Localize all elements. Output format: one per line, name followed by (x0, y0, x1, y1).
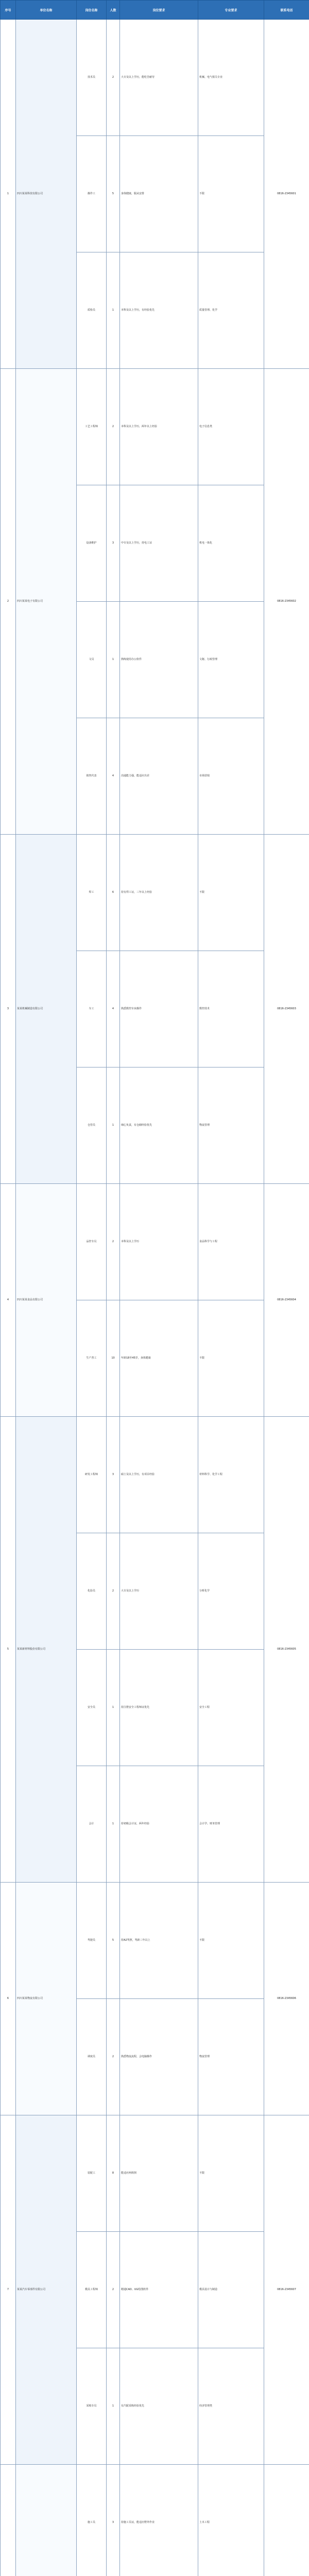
position-requirements: 熟悉数控车床操作 (120, 951, 198, 1067)
position-count: 3 (107, 2465, 120, 2576)
header-count: 人数 (107, 1, 120, 20)
position-count: 3 (107, 485, 120, 602)
position-requirements: 持注册安全工程师证优先 (120, 1650, 198, 1766)
position-requirements: 中专及以上学历，持电工证 (120, 485, 198, 602)
position-count: 1 (107, 602, 120, 718)
position-majors: 数控技术 (198, 951, 264, 1067)
position-requirements: 能适应两班倒 (120, 2115, 198, 2232)
position-name: 技术员 (77, 20, 107, 136)
table-header-row (1, 1, 309, 20)
position-name: 操作工 (77, 136, 107, 252)
table-row (1, 1417, 309, 1533)
row-index: 6 (1, 1883, 16, 2115)
contact-phone: 0816-2345606 (264, 1883, 309, 2115)
org-name (16, 2465, 77, 2576)
contact-phone: 0816-2345605 (264, 1417, 309, 1883)
position-name: 装配工 (77, 2115, 107, 2232)
header-org: 单位名称 (16, 1, 77, 20)
table-row (1, 2115, 309, 2232)
org-name: 四川某某食品有限公司 (16, 1184, 77, 1417)
position-name: 质检员 (77, 252, 107, 369)
position-name: 研发工程师 (77, 1417, 107, 1533)
position-requirements: 细心负责，有仓储经验优先 (120, 1067, 198, 1184)
position-count: 2 (107, 1184, 120, 1300)
position-majors: 食品科学与工程 (198, 1184, 264, 1300)
position-majors: 不限 (198, 835, 264, 951)
table-row (1, 835, 309, 951)
position-count: 2 (107, 20, 120, 136)
position-requirements: 本科及以上学历，有经验优先 (120, 252, 198, 369)
row-index: 2 (1, 369, 16, 835)
position-majors: 分析化学 (198, 1533, 264, 1650)
position-majors: 机电一体化 (198, 485, 264, 602)
position-requirements: 本科及以上学历 (120, 1184, 198, 1300)
position-name: 生产普工 (77, 1300, 107, 1417)
position-requirements: 持施工员证，能适应野外作业 (120, 2465, 198, 2576)
contact-phone: 0816-2345601 (264, 20, 309, 369)
position-requirements: 大专及以上学历 (120, 1533, 198, 1650)
header-majors: 专业要求 (198, 1, 264, 20)
row-index (1, 2465, 16, 2576)
position-requirements: 身体健康，服从安排 (120, 136, 198, 252)
position-majors: 不限 (198, 2115, 264, 2232)
org-name: 四川某某物流有限公司 (16, 1883, 77, 2115)
position-name: 车工 (77, 951, 107, 1067)
position-count: 4 (107, 718, 120, 835)
position-count: 6 (107, 835, 120, 951)
position-requirements: 熟悉物流流程，会电脑操作 (120, 1999, 198, 2115)
position-requirements: 持A2驾照，驾龄三年以上 (120, 1883, 198, 1999)
position-name: 采购专员 (77, 2348, 107, 2465)
position-requirements: 精通CAD、UG绘图软件 (120, 2232, 198, 2348)
table-row (1, 2465, 309, 2576)
position-name: 仓管员 (77, 1067, 107, 1184)
contact-phone: 0816-2345607 (264, 2115, 309, 2465)
position-name: 工艺工程师 (77, 369, 107, 485)
position-count: 1 (107, 1650, 120, 1766)
header-requirements: 岗位要求 (120, 1, 198, 20)
position-requirements: 有汽配采购经验优先 (120, 2348, 198, 2465)
position-majors: 质量管理、化学 (198, 252, 264, 369)
position-count: 1 (107, 1067, 120, 1184)
position-majors: 不限 (198, 1883, 264, 1999)
contact-phone: 0816-2345603 (264, 835, 309, 1184)
row-index: 1 (1, 20, 16, 369)
position-majors: 物流管理 (198, 1067, 264, 1184)
position-requirements: 大专及以上学历，能吃苦耐劳 (120, 20, 198, 136)
position-majors: 电子信息类 (198, 369, 264, 485)
position-majors: 物流管理 (198, 1999, 264, 2115)
position-requirements: 持初级会计证，两年经验 (120, 1766, 198, 1883)
row-index: 3 (1, 835, 16, 1184)
table-body (1, 20, 309, 2576)
position-count: 4 (107, 951, 120, 1067)
position-name: 设备维护 (77, 485, 107, 602)
row-index: 5 (1, 1417, 16, 1883)
position-majors: 会计学、财务管理 (198, 1766, 264, 1883)
table-row (1, 20, 309, 136)
header-position: 岗位名称 (77, 1, 107, 20)
position-majors: 土木工程 (198, 2465, 264, 2576)
position-name: 会计 (77, 1766, 107, 1883)
header-contact: 联系电话 (264, 1, 309, 20)
position-count: 2 (107, 369, 120, 485)
position-name: 安全员 (77, 1650, 107, 1766)
position-count: 1 (107, 252, 120, 369)
position-name: 品控专员 (77, 1184, 107, 1300)
position-count: 10 (107, 1300, 120, 1417)
table-row (1, 369, 309, 485)
position-majors: 不限 (198, 136, 264, 252)
contact-phone: 0816-2345604 (264, 1184, 309, 1417)
position-count: 5 (107, 136, 120, 252)
position-requirements: 持有焊工证，三年以上经验 (120, 835, 198, 951)
position-majors: 机械、电气相关专业 (198, 20, 264, 136)
position-majors: 市场营销 (198, 718, 264, 835)
position-majors: 模具设计与制造 (198, 2232, 264, 2348)
table-row (1, 1184, 309, 1300)
position-name: 模具工程师 (77, 2232, 107, 2348)
table-row (1, 1883, 309, 1999)
position-requirements: 年龄18至45岁，身体健康 (120, 1300, 198, 1417)
position-count: 3 (107, 1417, 120, 1533)
position-name: 调度员 (77, 1999, 107, 2115)
row-index: 7 (1, 2115, 16, 2465)
org-name: 四川某某科技有限公司 (16, 20, 77, 369)
position-count: 2 (107, 1999, 120, 2115)
header-index: 序号 (1, 1, 16, 20)
position-name: 化验员 (77, 1533, 107, 1650)
org-name: 某某新材料股份有限公司 (16, 1417, 77, 1883)
position-requirements: 沟通能力强，能适应出差 (120, 718, 198, 835)
position-count: 1 (107, 2348, 120, 2465)
position-count: 1 (107, 1766, 120, 1883)
contact-phone (264, 2465, 309, 2576)
position-majors: 安全工程 (198, 1650, 264, 1766)
position-count: 2 (107, 1533, 120, 1650)
position-count: 5 (107, 1883, 120, 1999)
position-majors: 不限 (198, 1300, 264, 1417)
position-requirements: 熟练使用办公软件 (120, 602, 198, 718)
org-name: 某某机械制造有限公司 (16, 835, 77, 1184)
position-name: 销售代表 (77, 718, 107, 835)
position-name: 施工员 (77, 2465, 107, 2576)
position-majors: 文秘、行政管理 (198, 602, 264, 718)
org-name: 四川某某电子有限公司 (16, 369, 77, 835)
row-index: 4 (1, 1184, 16, 1417)
position-requirements: 本科及以上学历，两年以上经验 (120, 369, 198, 485)
position-name: 文员 (77, 602, 107, 718)
position-name: 焊工 (77, 835, 107, 951)
position-count: 8 (107, 2115, 120, 2232)
position-majors: 材料科学、化学工程 (198, 1417, 264, 1533)
position-requirements: 硕士及以上学历，有项目经验 (120, 1417, 198, 1533)
position-name: 驾驶员 (77, 1883, 107, 1999)
position-majors: 经济管理类 (198, 2348, 264, 2465)
position-count: 2 (107, 2232, 120, 2348)
org-name: 某某汽车零部件有限公司 (16, 2115, 77, 2465)
contact-phone: 0816-2345602 (264, 369, 309, 835)
